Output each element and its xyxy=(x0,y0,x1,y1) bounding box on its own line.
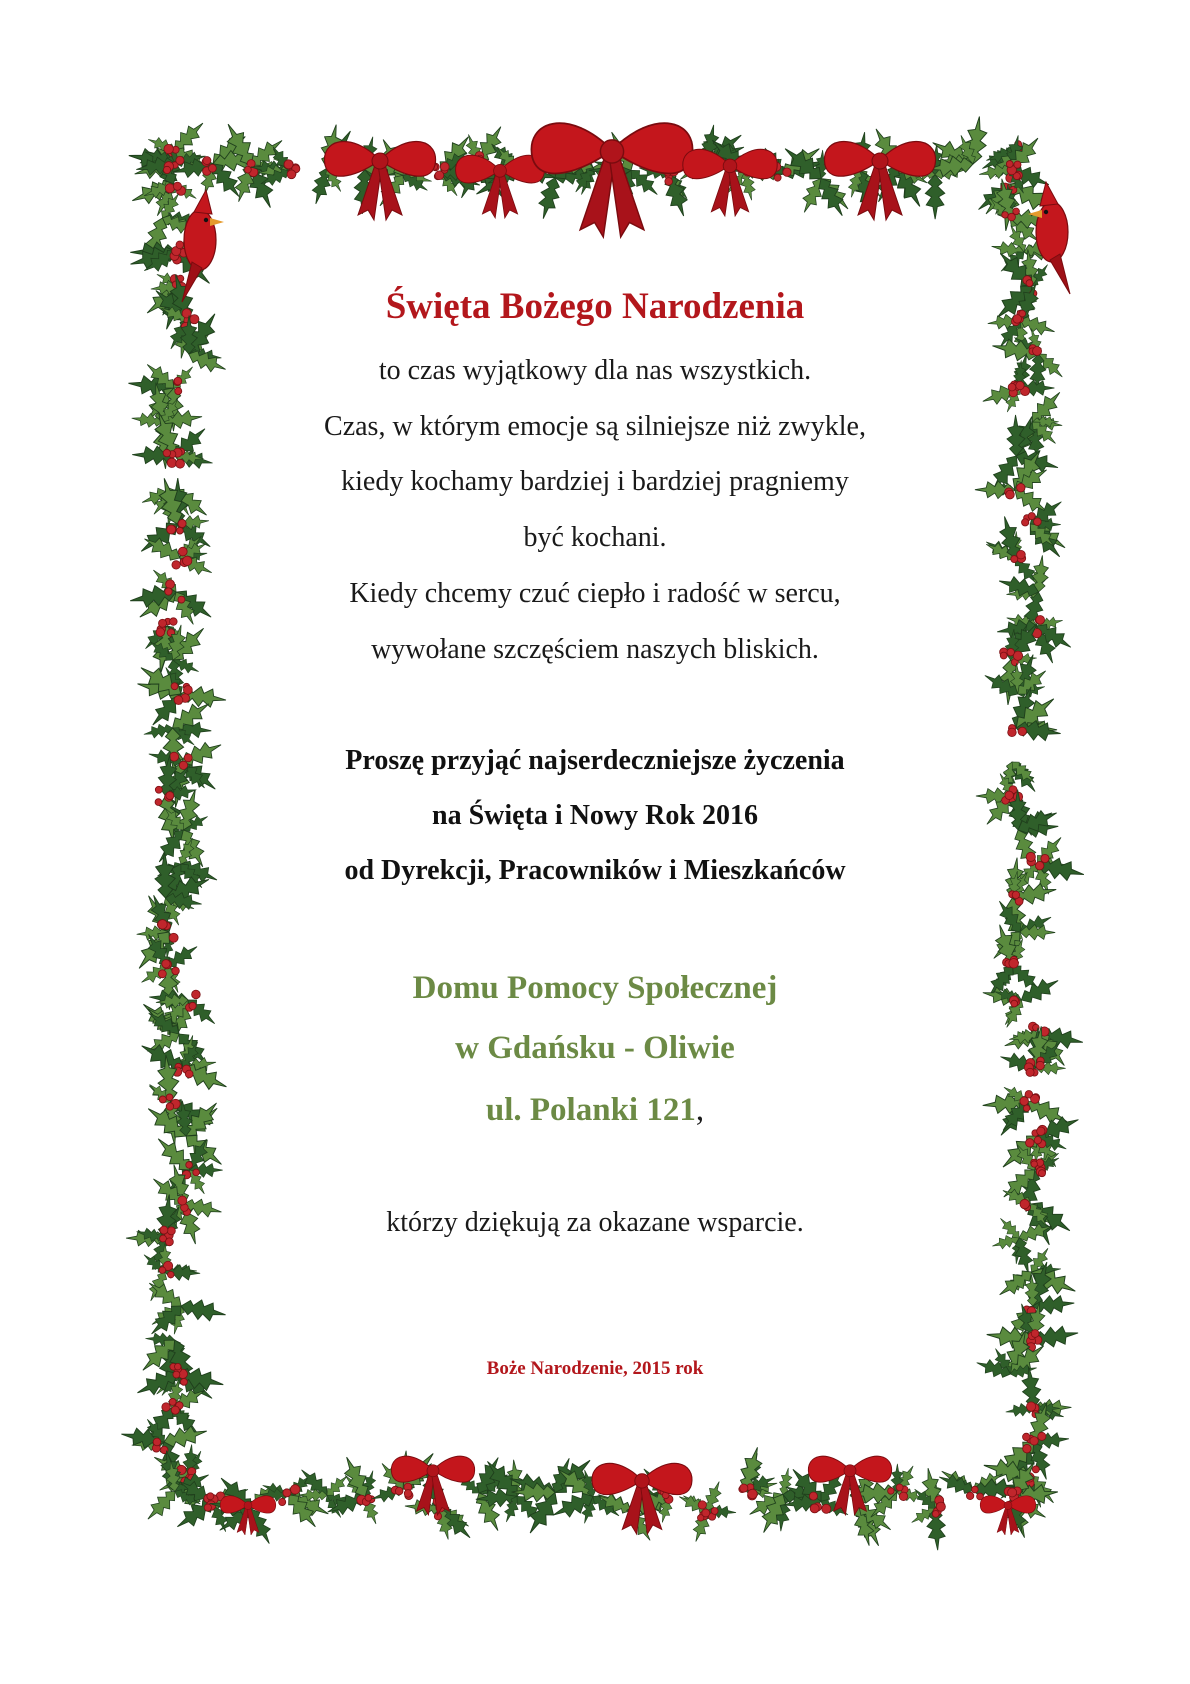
holly-berry-icon xyxy=(208,164,216,172)
holly-berry-icon xyxy=(774,174,781,181)
holly-berry-icon xyxy=(698,1501,706,1509)
holly-berry-icon xyxy=(176,241,184,249)
holly-berry-icon xyxy=(290,1485,300,1495)
holly-berry-icon xyxy=(1026,1402,1035,1411)
holly-berry-icon xyxy=(1028,512,1035,519)
holly-leaf-icon xyxy=(179,1296,227,1324)
holly-berry-icon xyxy=(665,178,673,186)
red-bow-icon xyxy=(980,1496,1036,1535)
holly-berry-icon xyxy=(783,168,791,176)
holly-berry-icon xyxy=(896,1484,903,1491)
wishes-line-1: Proszę przyjąć najserdeczniejsze życzenia xyxy=(345,745,845,776)
greeting-line-1: to czas wyjątkowy dla nas wszystkich. xyxy=(378,355,812,386)
institution-address-line xyxy=(0,1092,1190,1129)
holly-berry-icon xyxy=(172,561,180,569)
holly-berry-icon xyxy=(171,1406,179,1414)
holly-berry-icon xyxy=(173,182,181,190)
holly-berry-icon xyxy=(1023,1444,1031,1452)
holly-berry-icon xyxy=(440,162,449,171)
holly-berry-icon xyxy=(1014,161,1021,168)
holly-berry-icon xyxy=(153,1438,161,1446)
holly-berry-icon xyxy=(932,1510,939,1517)
holly-berry-icon xyxy=(186,1162,193,1169)
holly-leaf-icon xyxy=(534,175,564,221)
holly-berry-icon xyxy=(183,686,192,695)
red-bow-icon xyxy=(683,149,777,216)
red-bow-icon xyxy=(824,141,935,220)
greeting-line-2: Czas, w którym emocje są silniejsze niż zwykle, xyxy=(324,411,866,442)
holly-berry-icon xyxy=(1018,727,1026,735)
wishes-line-2: na Święta i Nowy Rok 2016 xyxy=(432,800,758,831)
institution-address: ul. Polanki 121 xyxy=(485,1092,696,1128)
holly-berry-icon xyxy=(165,1238,173,1246)
holly-berry-icon xyxy=(748,1489,758,1499)
holly-berry-icon xyxy=(1038,1432,1046,1440)
holly-berry-icon xyxy=(162,1403,170,1411)
holly-berry-icon xyxy=(166,792,174,800)
holly-berry-icon xyxy=(809,1492,817,1500)
holly-berry-icon xyxy=(899,1492,907,1500)
holly-berry-icon xyxy=(1002,212,1008,218)
greeting-line-5: Kiedy chcemy czuć ciepło i radość w sercu, xyxy=(349,578,841,609)
holly-berry-icon xyxy=(810,1504,819,1513)
date-line: Boże Narodzenie, 2015 rok xyxy=(486,1358,704,1379)
holly-berry-icon xyxy=(1030,1437,1038,1445)
holly-berry-icon xyxy=(168,1271,175,1278)
holly-berry-icon xyxy=(1023,1433,1031,1441)
holly-berry-icon xyxy=(159,619,167,627)
holly-berry-icon xyxy=(1026,1068,1034,1076)
holly-berry-icon xyxy=(170,618,178,626)
greeting-line-3: kiedy kochamy bardziej i bardziej pragniemy xyxy=(341,466,849,497)
holly-berry-icon xyxy=(1026,1139,1034,1147)
holly-berry-icon xyxy=(888,1488,894,1494)
holly-berry-icon xyxy=(972,1486,979,1493)
holly-berry-icon xyxy=(174,696,183,705)
holly-berry-icon xyxy=(1005,791,1013,799)
holly-berry-icon xyxy=(165,184,174,193)
holly-berry-icon xyxy=(1008,213,1016,221)
holly-berry-icon xyxy=(159,1267,166,1274)
holly-berry-icon xyxy=(203,157,211,165)
holly-berry-icon xyxy=(966,1492,973,1499)
holly-berry-icon xyxy=(740,1484,748,1492)
holly-berry-icon xyxy=(395,1487,403,1495)
holly-berry-icon xyxy=(1032,1466,1039,1473)
thanks-line: którzy dziękują za okazane wsparcie. xyxy=(386,1207,804,1238)
holly-berry-icon xyxy=(158,920,168,930)
holly-berry-icon xyxy=(822,1504,831,1513)
holly-berry-icon xyxy=(171,683,178,690)
wishes-line-3: od Dyrekcji, Pracowników i Mieszkańców xyxy=(344,855,846,886)
holly-berry-icon xyxy=(404,1490,412,1498)
holly-berry-icon xyxy=(1038,1170,1045,1177)
greeting-line-4: być kochani. xyxy=(523,522,667,553)
holly-berry-icon xyxy=(1034,1137,1041,1144)
holly-berry-icon xyxy=(711,1507,718,1514)
holly-berry-icon xyxy=(169,1398,176,1405)
greeting-line-6: wywołane szczęściem naszych bliskich. xyxy=(371,634,819,665)
holly-berry-icon xyxy=(1031,1161,1037,1167)
holly-berry-icon xyxy=(1031,1330,1039,1338)
holly-berry-icon xyxy=(365,1495,372,1502)
holly-berry-icon xyxy=(435,171,444,180)
holly-berry-icon xyxy=(1006,161,1013,168)
holly-berry-icon xyxy=(1008,728,1017,737)
holly-berry-icon xyxy=(163,166,170,173)
holly-berry-icon xyxy=(169,933,178,942)
holly-berry-icon xyxy=(207,1493,214,1500)
holly-berry-icon xyxy=(245,166,252,173)
holly-berry-icon xyxy=(1009,959,1019,969)
holly-leaf-icon xyxy=(660,171,693,219)
card-title: Święta Bożego Narodzenia xyxy=(385,286,805,327)
holly-berry-icon xyxy=(163,449,170,456)
holly-berry-icon xyxy=(178,1196,187,1205)
address-comma: , xyxy=(695,1092,705,1128)
holly-berry-icon xyxy=(185,1070,193,1078)
holly-leaf-icon xyxy=(925,175,945,219)
holly-berry-icon xyxy=(175,388,182,395)
holly-berry-icon xyxy=(176,156,184,164)
holly-berry-icon xyxy=(283,1489,291,1497)
holly-berry-icon xyxy=(702,1509,710,1517)
holly-berry-icon xyxy=(204,1504,211,1511)
holly-berry-icon xyxy=(1012,891,1020,899)
holly-berry-icon xyxy=(1008,1488,1017,1497)
institution-name: Domu Pomocy Społecznej xyxy=(412,970,778,1006)
holly-berry-icon xyxy=(162,960,170,968)
holly-berry-icon xyxy=(936,1502,945,1511)
holly-berry-icon xyxy=(183,556,192,565)
holly-berry-icon xyxy=(279,1498,286,1505)
holly-berry-icon xyxy=(287,170,296,179)
institution-location: w Gdańsku - Oliwie xyxy=(455,1030,735,1066)
holly-berry-icon xyxy=(155,786,162,793)
holly-berry-icon xyxy=(193,1169,200,1176)
